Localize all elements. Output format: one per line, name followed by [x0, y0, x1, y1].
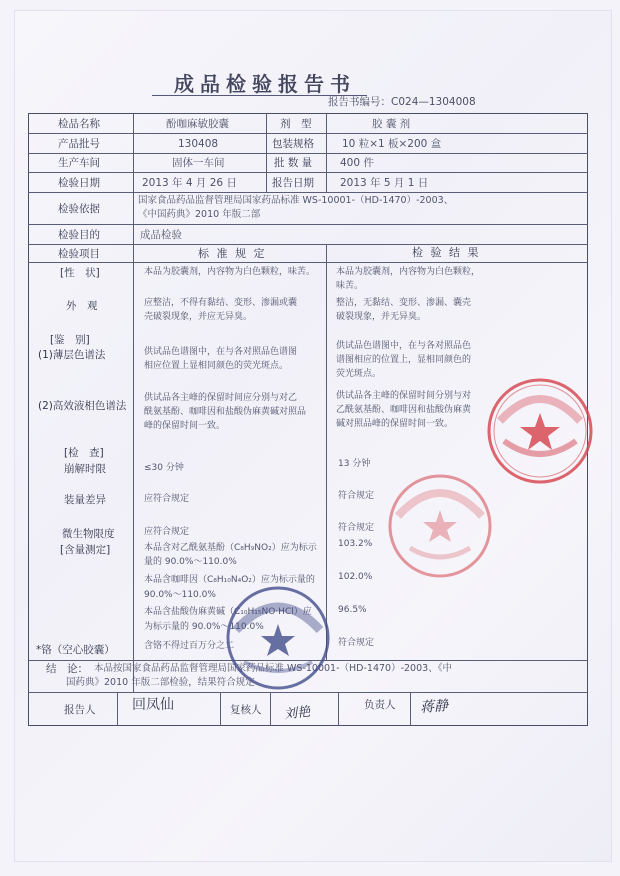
tlc-result-3: 荧光斑点。 — [336, 369, 382, 379]
appearance-label: 外 观 — [66, 300, 98, 312]
workshop-value: 固体一车间 — [172, 157, 225, 169]
appearance-standard-1: 应整洁，不得有黏结、变形、渗漏或囊 — [144, 298, 298, 308]
standard-header: 标 准 规 定 — [198, 247, 267, 260]
dosage-form-label: 剂 型 — [280, 118, 312, 130]
assay-result-1: 103.2% — [338, 539, 373, 549]
report-date-label: 报告日期 — [272, 177, 314, 189]
hplc-result-2: 乙酰氨基酚、咖啡因和盐酸伪麻黄 — [336, 405, 472, 415]
chromium-label: *铬（空心胶囊） — [36, 644, 115, 656]
assay-standard-1: 本品含对乙酰氨基酚（C₈H₉NO₂）应为标示 — [144, 543, 317, 553]
conclusion-label: 结 论： — [46, 663, 88, 675]
assay-standard-6: 为标示量的 90.0%～110.0% — [144, 622, 264, 632]
company-seal-faded — [384, 470, 496, 582]
traits-result-1: 本品为胶囊剂，内容物为白色颗粒， — [336, 267, 481, 277]
purpose-value: 成品检验 — [140, 229, 182, 241]
table-rule — [338, 692, 339, 726]
table-rule — [28, 133, 588, 134]
traits-label: [性 状] — [60, 267, 100, 279]
assay-result-3: 96.5% — [338, 605, 367, 615]
document-title: 成品检验报告书 — [174, 72, 356, 96]
item-header: 检验项目 — [58, 248, 100, 260]
table-rule — [117, 692, 118, 726]
test-date-value: 2013 年 4 月 26 日 — [142, 177, 237, 189]
chromium-standard: 含铬不得过百万分之二 — [144, 641, 235, 651]
chromium-result: 符合规定 — [338, 638, 375, 648]
result-header: 检 验 结 果 — [412, 246, 481, 259]
weight-variation-standard: 应符合规定 — [144, 494, 190, 504]
assay-standard-2: 量的 90.0%～110.0% — [144, 557, 237, 567]
quantity-label: 批 数 量 — [274, 157, 313, 169]
table-rule — [270, 692, 271, 726]
basis-label: 检验依据 — [58, 203, 100, 215]
weight-variation-result: 符合规定 — [338, 491, 375, 501]
table-rule — [220, 692, 221, 726]
table-rule — [28, 192, 588, 193]
traits-result-2: 味苦。 — [336, 281, 364, 291]
assay-label: [含量测定] — [60, 544, 111, 556]
assay-standard-5: 本品含盐酸伪麻黄碱（C₁₀H₁₅NO·HCl）应 — [144, 607, 312, 617]
hplc-standard-2: 酰氨基酚、咖啡因和盐酸伪麻黄碱对照品 — [144, 407, 307, 417]
disintegration-label: 崩解时限 — [64, 463, 106, 475]
hplc-result-1: 供试品各主峰的保留时间分别与对 — [336, 391, 472, 401]
batch-label: 产品批号 — [58, 138, 100, 150]
quantity-value: 400 件 — [340, 157, 374, 169]
product-name-value: 酚咖麻敏胶囊 — [166, 118, 229, 130]
table-rule — [28, 224, 588, 225]
assay-standard-4: 90.0%～110.0% — [144, 590, 216, 600]
tlc-label: (1)薄层色谱法 — [38, 349, 106, 361]
table-rule — [133, 113, 134, 692]
weight-variation-label: 装量差异 — [64, 494, 106, 506]
disintegration-standard: ≤30 分钟 — [144, 463, 184, 473]
product-name-label: 检品名称 — [58, 118, 100, 130]
hplc-label: (2)高效液相色谱法 — [38, 400, 127, 412]
table-rule — [28, 153, 588, 154]
check-label: [检 查] — [64, 447, 104, 459]
workshop-label: 生产车间 — [58, 157, 100, 169]
table-rule — [28, 244, 588, 245]
company-seal-blue — [222, 582, 334, 694]
manager-label: 负责人 — [364, 699, 396, 711]
assay-standard-3: 本品含咖啡因（C₈H₁₀N₄O₂）应为标示量的 — [144, 575, 315, 585]
table-rule — [326, 113, 327, 192]
table-rule — [410, 692, 411, 726]
tlc-standard-2: 相应位置上显相同颜色的荧光斑点。 — [144, 361, 289, 371]
appearance-result-1: 整洁，无黏结、变形、渗漏、囊壳 — [336, 298, 472, 308]
dosage-form-value: 胶 囊 剂 — [372, 118, 411, 130]
hplc-standard-3: 峰的保留时间一致。 — [144, 421, 226, 431]
appearance-standard-2: 壳破裂现象，并应无异臭。 — [144, 312, 253, 322]
reporter-label: 报告人 — [64, 704, 96, 716]
purpose-label: 检验目的 — [58, 229, 100, 241]
batch-value: 130408 — [178, 138, 219, 150]
package-value: 10 粒×1 板×200 盒 — [342, 138, 442, 150]
identification-label: [鉴 别] — [50, 334, 90, 346]
test-date-label: 检验日期 — [58, 177, 100, 189]
company-seal-red — [484, 375, 596, 487]
manager-signature: 蒋静 — [419, 698, 449, 716]
table-rule — [28, 172, 588, 173]
conclusion-line-2: 国药典》2010 年版二部检验，结果符合规定 — [66, 677, 255, 688]
disintegration-result: 13 分钟 — [338, 459, 371, 469]
tlc-result-2: 谱图相应的位置上，显相同颜色的 — [336, 355, 472, 365]
traits-standard: 本品为胶囊剂，内容物为白色颗粒，味苦。 — [144, 267, 316, 277]
tlc-standard-1: 供试品色谱图中，在与各对照品色谱图 — [144, 347, 298, 357]
report-number: 报告书编号：C024—1304008 — [328, 96, 476, 108]
microbial-result: 符合规定 — [338, 523, 375, 533]
basis-line-2: 《中国药典》2010 年版二部 — [138, 209, 261, 220]
assay-result-2: 102.0% — [338, 572, 373, 582]
reviewer-signature: 刘艳 — [283, 704, 311, 723]
hplc-standard-1: 供试品各主峰的保留时间应分别与对乙 — [144, 393, 298, 403]
table-rule — [266, 113, 267, 192]
report-date-value: 2013 年 5 月 1 日 — [340, 177, 429, 189]
reviewer-label: 复核人 — [230, 704, 262, 716]
tlc-result-1: 供试品色谱图中，在与各对照品色 — [336, 341, 472, 351]
package-label: 包装规格 — [272, 138, 314, 150]
microbial-label: 微生物限度 — [62, 528, 115, 540]
hplc-result-3: 碱对照品峰的保留时间一致。 — [336, 419, 454, 429]
reporter-name: 回凤仙 — [132, 697, 174, 713]
appearance-result-2: 破裂现象，并无异臭。 — [336, 312, 427, 322]
table-rule — [28, 262, 588, 263]
microbial-standard: 应符合规定 — [144, 527, 190, 537]
conclusion-line-1: 本品按国家食品药品监督管理局国家药品标准 WS-10001-（HD-1470）-2003、《中 — [94, 663, 452, 674]
basis-line-1: 国家食品药品监督管理局国家药品标准 WS-10001-（HD-1470）-2003、 — [138, 195, 454, 206]
